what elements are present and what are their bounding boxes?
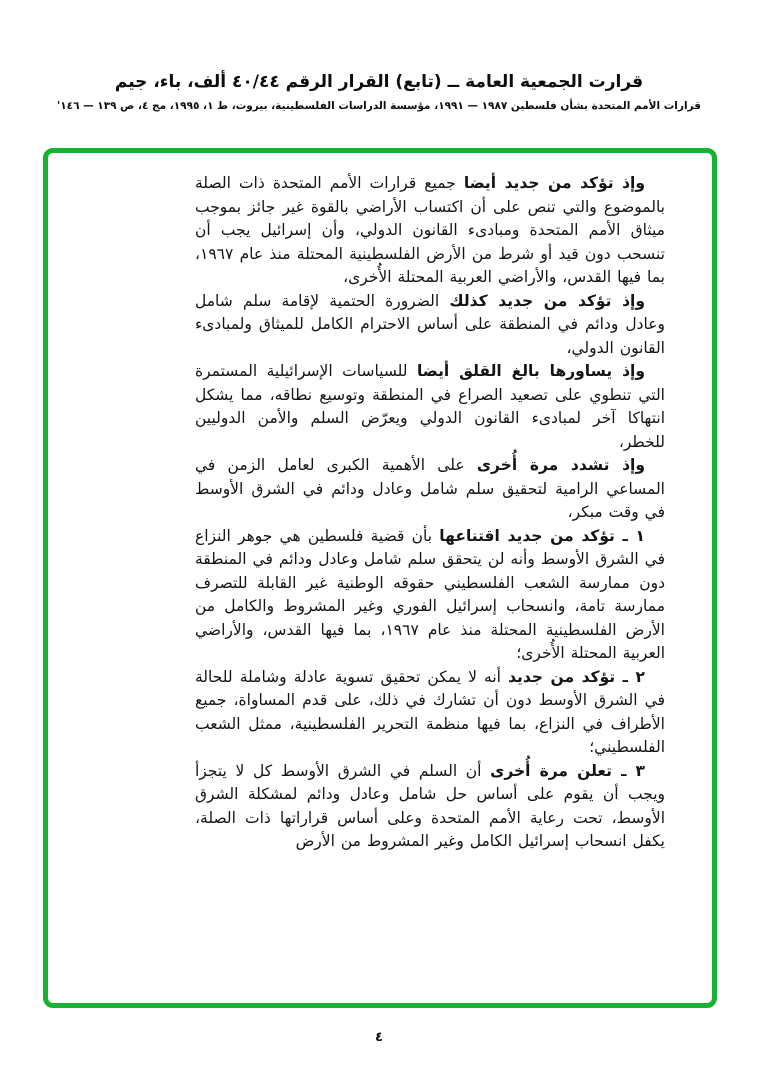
paragraph-number: ٢ ـ [615, 667, 645, 686]
paragraph-text: الضرورة الحتمية لإقامة سلم شامل وعادل ودائم في المنطقة على أساس الاحترام الكامل للميثاق ولمبادىء القانون الدولي، [195, 291, 665, 357]
paragraph [195, 525, 665, 666]
paragraph-text: بأن قضية فلسطين هي جوهر النزاع في الشرق الأوسط وأنه لن يتحقق سلم شامل وعادل ودائم في المنطقة دون ممارسة الشعب الفلسطيني حقوقه الوطنية غير القابلة للتصرف ممارسة تامة، وانسحاب إسرائيل الفوري وغير المشروط والكامل من الأرض الفلسطينية المحتلة منذ عام ١٩٦٧، بما فيها القدس، والأراضي العربية المحتلة الأُخرى؛ [195, 526, 665, 662]
paragraph-text: جميع قرارات الأمم المتحدة ذات الصلة بالموضوع والتي تنص على أن اكتساب الأراضي بالقوة غير جائز بموجب ميثاق الأمم المتحدة ومبادىء القانون الدولي، وأن إسرائيل يجب أن تنسحب دون قيد أو شرط من الأرض الفلسطينية المحتلة منذ عام ١٩٦٧، بما فيها القدس، والأراضي العربية المحتلة الأُخرى، [195, 174, 665, 286]
paragraph-lead: تعلن مرة أُخرى [490, 761, 612, 780]
paragraph-lead: وإذ يساورها بالغ القلق أيضا [416, 362, 645, 380]
footer-page-number: ٤ [375, 1030, 383, 1045]
paragraph-text: أن السلم في الشرق الأوسط كل لا يتجزأ ويجب أن يقوم على أساس حل شامل وعادل ودائم لمشكلة الشرق الأوسط، تحت رعاية الأمم المتحدة وعلى أساس قراراتها ذات الصلة، يكفل انسحاب إسرائيل الكامل وغير المشروط من الأرض [195, 761, 665, 850]
paragraph [195, 172, 665, 290]
paragraph [195, 360, 665, 454]
paragraph [195, 454, 665, 525]
paragraph-lead: تؤكد من جديد [508, 667, 616, 686]
paragraph-lead: وإذ تؤكد من جديد كذلك [449, 291, 646, 310]
paragraph-lead: تؤكد من جديد اقتناعها [439, 526, 615, 545]
paragraph [195, 760, 665, 854]
document-body [195, 172, 665, 854]
page-header [0, 70, 758, 114]
paragraph-text: للسياسات الإسرائيلية المستمرة التي تنطوي على تصعيد الصراع في المنطقة وتوسيع نطاقه، مما يشكل انتهاكا آخر لمبادىء القانون الدولي ويعرّض السلم والأمن الدوليين للخطر، [195, 362, 665, 451]
paragraph [195, 666, 665, 760]
paragraph-lead: وإذ تؤكد من جديد أيضا [463, 174, 645, 192]
paragraph [195, 290, 665, 361]
paragraph-text: على الأهمية الكبرى لعامل الزمن في المساعي الرامية لتحقيق سلم شامل وعادل ودائم في الشرق الأوسط في وقت مبكر، [195, 456, 665, 521]
paragraph-lead: وإذ تشدد مرة أُخرى [476, 456, 645, 474]
source-citation-line: قرارات الأمم المتحدة بشأن فلسطين ١٩٨٧ — ١٩٩١، مؤسسة الدراسات الفلسطينية، بيروت، ط ١، ١٩٩٥، مج ٤، ص ١٣٩ — ١٤٦' [57, 100, 701, 112]
paragraph-number: ٣ ـ [611, 761, 646, 780]
paragraph-number: ١ ـ [614, 526, 645, 545]
page-title: قرارت الجمعية العامة ــ (تابع) القرار الرقم ٤٠/٤٤ ألف، باء، جيم [114, 72, 644, 92]
paragraph-text: أنه لا يمكن تحقيق تسوية عادلة وشاملة للحالة في الشرق الأوسط دون أن تشارك في ذلك، على قدم المساواة، جميع الأطراف في النزاع، بما فيها منظمة التحرير الفلسطينية، ممثل الشعب الفلسطيني؛ [195, 667, 665, 756]
